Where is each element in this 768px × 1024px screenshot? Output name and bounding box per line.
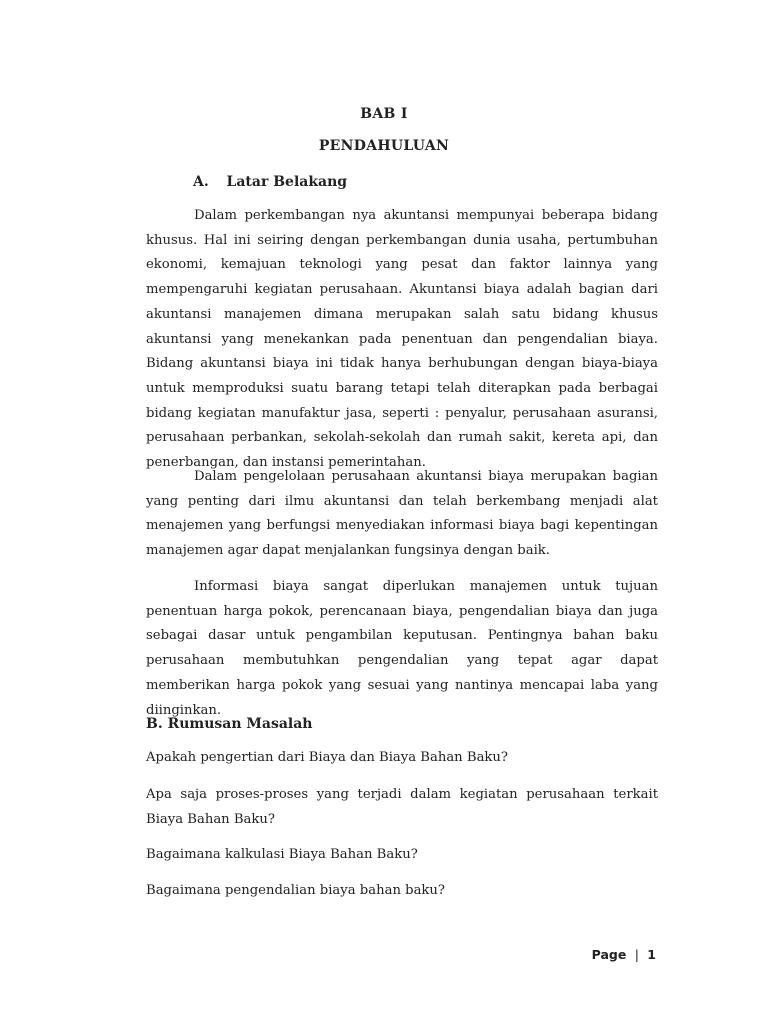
question-2: Apa saja proses-proses yang terjadi dalam kegiatan perusahaan terkait Biaya Bahan Baku?	[146, 787, 658, 827]
page-separator: |	[634, 947, 639, 962]
section-a-letter: A.	[193, 174, 209, 190]
paragraph-3: Informasi biaya sangat diperlukan manajemen untuk tujuan penentuan harga pokok, perencanaan biaya, pengendalian biaya dan juga sebagai dasar untuk pengambilan keputusan. Pentingnya bahan baku perusahaan membutuhkan pengendalian yang tepat agar dapat memberikan harga pokok yang sesuai yang nantinya mencapai laba yang diinginkan.	[146, 579, 658, 718]
paragraph-1: Dalam perkembangan nya akuntansi mempunyai beberapa bidang khusus. Hal ini seiring dengan perkembangan dunia usaha, pertumbuhan ekonomi, kemajuan teknologi yang pesat dan faktor lainnya yang mempengaruhi kegiatan perusahaan. Akuntansi biaya adalah bagian dari akuntansi manajemen dimana merupakan salah satu bidang khusus akuntansi yang menekankan pada penentuan dan pengendalian biaya. Bidang akuntansi biaya ini tidak hanya berhubungan dengan biaya-biaya untuk memproduksi suatu barang tetapi telah diterapkan pada berbagai bidang kegiatan manufaktur jasa, seperti : penyalur, perusahaan asuransi, perusahaan perbankan, sekolah-sekolah dan rumah sakit, kereta api, dan penerbangan, dan instansi pemerintahan.	[146, 208, 658, 471]
question-3: Bagaimana kalkulasi Biaya Bahan Baku?	[146, 847, 418, 862]
section-a-heading	[193, 174, 347, 190]
question-1: Apakah pengertian dari Biaya dan Biaya Bahan Baku?	[146, 750, 508, 765]
question-4: Bagaimana pengendalian biaya bahan baku?	[146, 883, 445, 898]
page-number: 1	[647, 947, 656, 962]
chapter-title: BAB I	[360, 106, 408, 122]
chapter-subtitle: PENDAHULUAN	[318, 138, 450, 154]
section-b-heading: B. Rumusan Masalah	[146, 716, 313, 732]
paragraph-2: Dalam pengelolaan perusahaan akuntansi biaya merupakan bagian yang penting dari ilmu akuntansi dan telah berkembang menjadi alat menajemen yang berfungsi menyediakan informasi biaya bagi kepentingan manajemen agar dapat menjalankan fungsinya dengan baik.	[146, 469, 658, 559]
section-a-title: Latar Belakang	[226, 174, 348, 190]
page-label: Page	[591, 947, 627, 962]
page-footer	[592, 947, 656, 962]
